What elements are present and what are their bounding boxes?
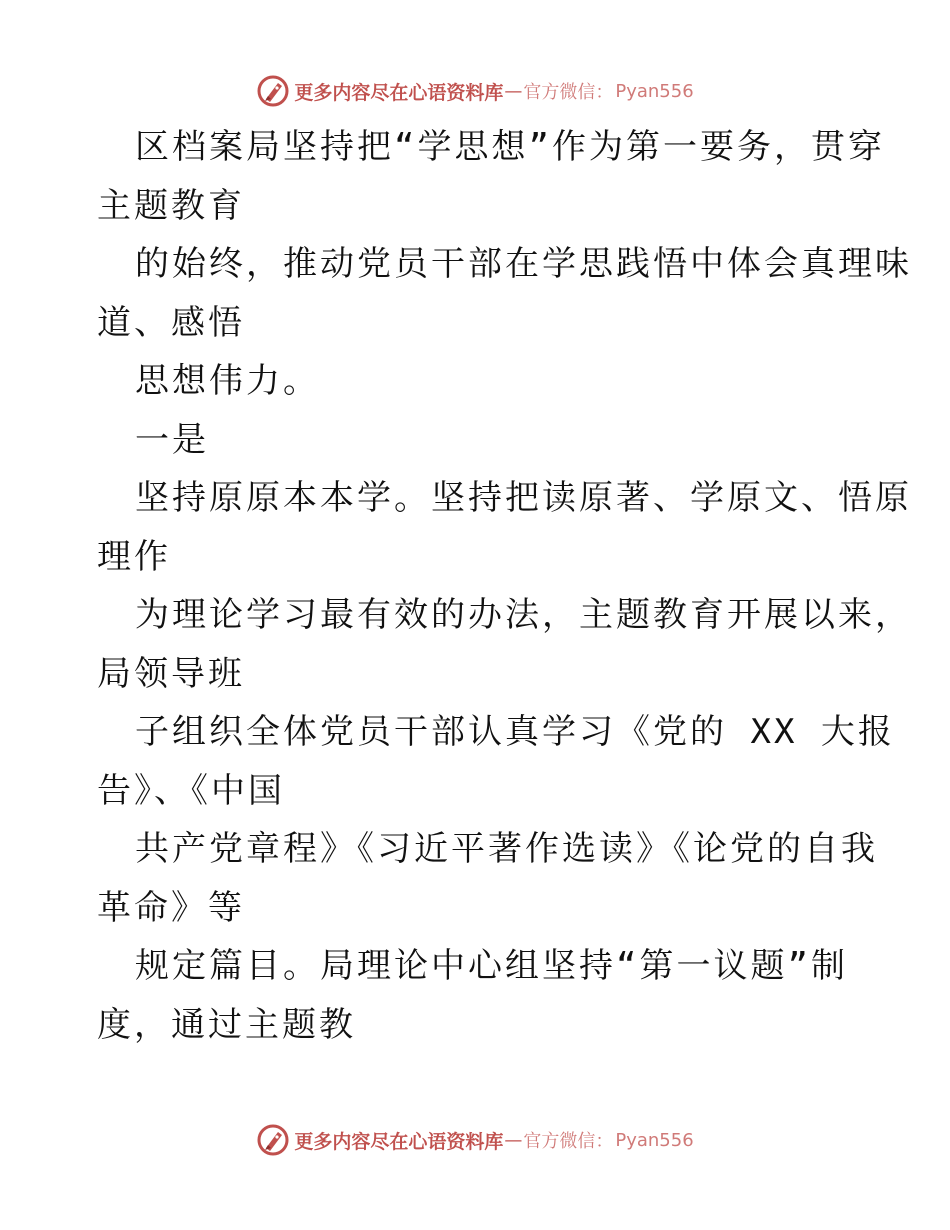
text-line: 为理论学习最有效的办法，主题教育开展以来， bbox=[135, 595, 912, 635]
text-line: 的始终，推动党员干部在学思践悟中体会真理味 bbox=[135, 244, 912, 284]
text-line: 规定篇目。局理论中心组坚持“第一议题”制 bbox=[135, 946, 848, 986]
text-line: 一是 bbox=[135, 419, 209, 460]
watermark-brand: 更多内容尽在心语资料库 bbox=[294, 1130, 504, 1153]
watermark-dash: — bbox=[504, 80, 523, 102]
text-line: 思想伟力。 bbox=[135, 361, 320, 401]
text-line: 主题教育 bbox=[97, 185, 245, 226]
text-line: 度，通过主题教 bbox=[97, 1004, 356, 1045]
footer-watermark bbox=[0, 1120, 950, 1160]
text-line: 子组织全体党员干部认真学习《党的 XX 大报 bbox=[135, 712, 895, 752]
header-watermark bbox=[0, 71, 950, 111]
fountain-pen-logo-icon bbox=[256, 74, 290, 108]
text-line: 理作 bbox=[97, 536, 171, 577]
watermark-dash: — bbox=[504, 1129, 523, 1151]
text-line: 区档案局坚持把“学思想”作为第一要务，贯穿 bbox=[135, 127, 885, 167]
document-body bbox=[97, 118, 912, 1054]
watermark-wechat-id: Pyan556 bbox=[615, 80, 694, 102]
watermark-official-label: 官方微信： bbox=[523, 82, 614, 103]
text-line: 告》、《中国 bbox=[97, 770, 285, 811]
watermark-official-label: 官方微信： bbox=[523, 1131, 614, 1152]
text-line: 革命》等 bbox=[97, 887, 245, 928]
text-line: 道、感悟 bbox=[97, 302, 245, 343]
text-line: 共产党章程》《习近平著作选读》《论党的自我 bbox=[135, 829, 878, 869]
text-line: 坚持原原本本学。坚持把读原著、学原文、悟原 bbox=[135, 478, 912, 518]
text-line: 局领导班 bbox=[97, 653, 245, 694]
watermark-brand: 更多内容尽在心语资料库 bbox=[294, 81, 504, 104]
watermark-wechat-id: Pyan556 bbox=[615, 1129, 694, 1151]
fountain-pen-logo-icon bbox=[256, 1123, 290, 1157]
